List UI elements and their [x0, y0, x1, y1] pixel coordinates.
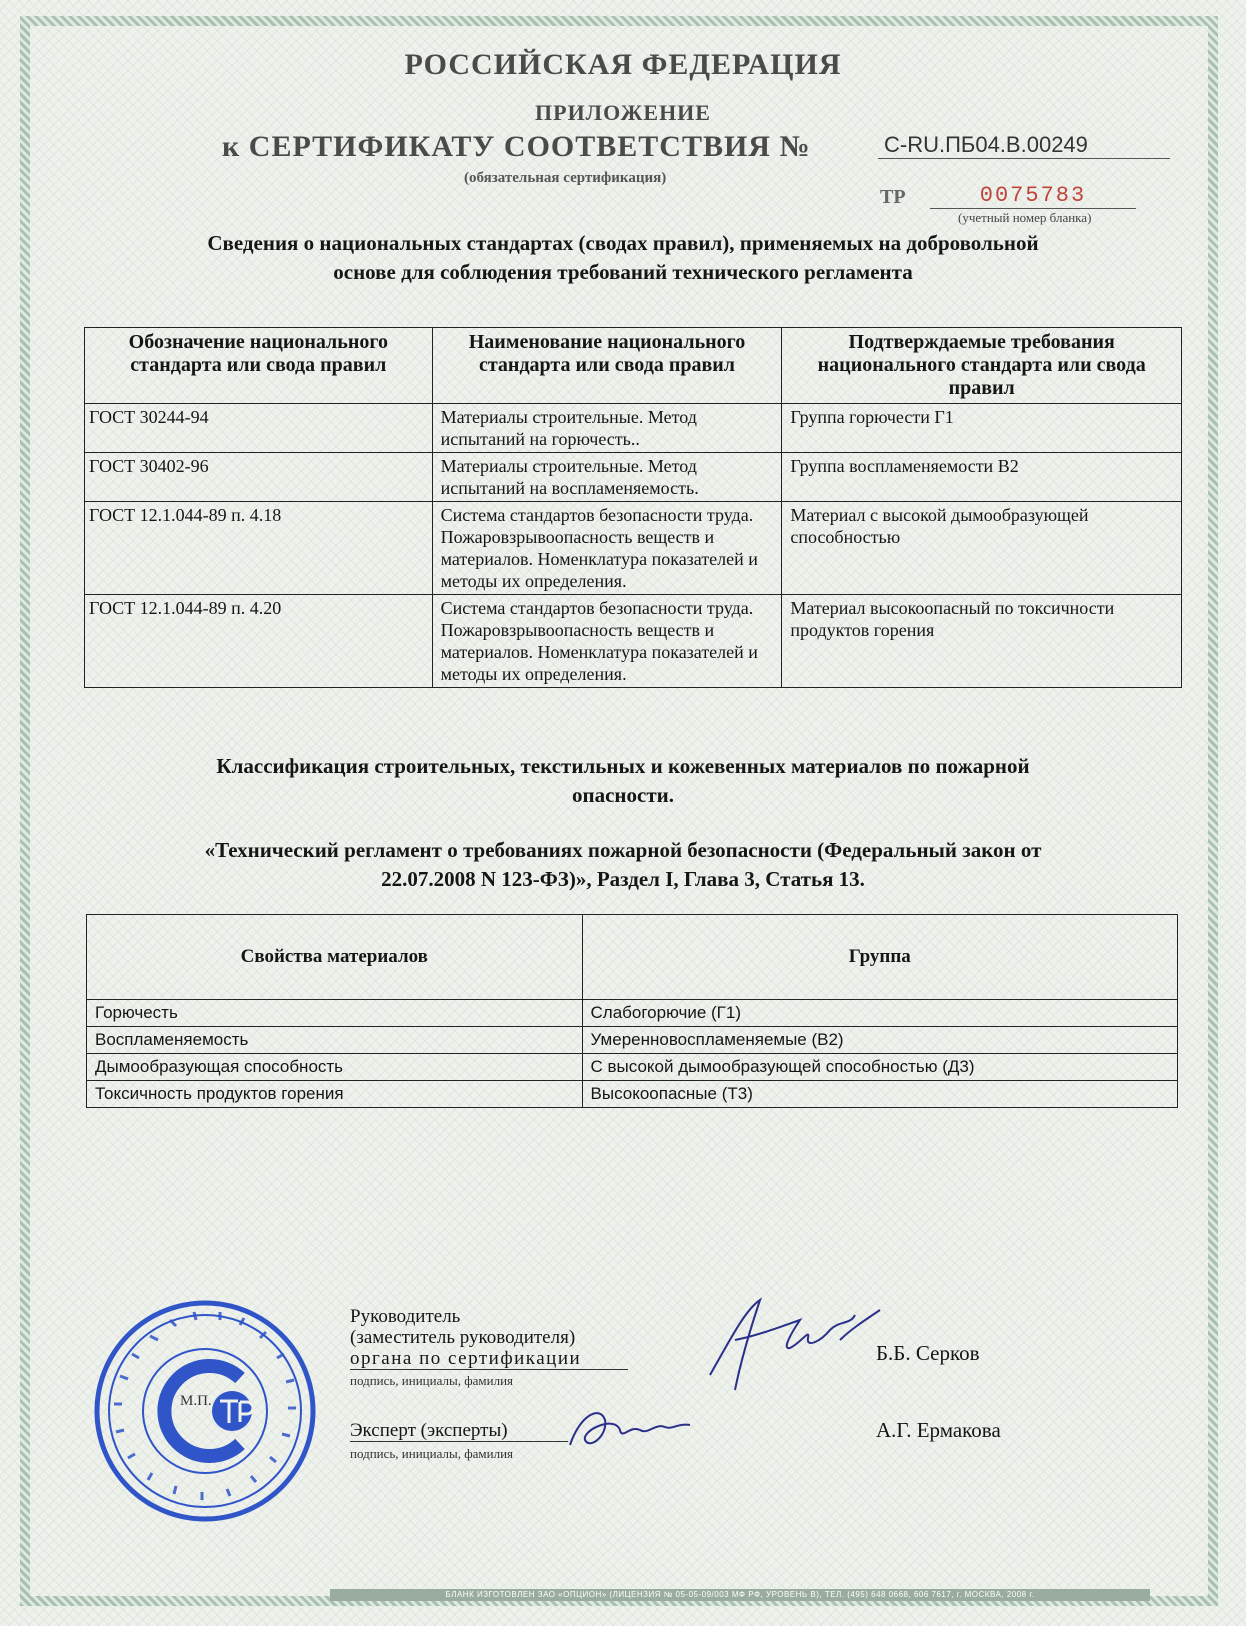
tp-label: ТР — [880, 186, 906, 208]
head-title-line3: органа по сертификации — [350, 1348, 628, 1370]
material-property: Горючесть — [87, 1000, 583, 1027]
certificate-label: к СЕРТИФИКАТУ СООТВЕТСТВИЯ № — [222, 130, 811, 163]
table-row — [85, 595, 1182, 688]
regulation-line1: «Технический регламент о требованиях пожарной безопасности (Федеральный закон от — [204, 838, 1042, 862]
standards-title-line2: основе для соблюдения требований технического регламента — [333, 260, 913, 284]
regulation-reference — [100, 836, 1146, 894]
country-heading: РОССИЙСКАЯ ФЕДЕРАЦИЯ — [404, 48, 842, 81]
classification-title-line2: опасности. — [571, 783, 674, 807]
standard-code: ГОСТ 12.1.044-89 п. 4.18 — [85, 502, 433, 595]
standards-section-title — [90, 229, 1156, 287]
column-header: Наименование национального стандарта или свода правил — [432, 328, 782, 404]
certification-type: (обязательная сертификация) — [464, 170, 667, 186]
head-signature-image — [690, 1280, 890, 1400]
table-header-row — [85, 328, 1182, 404]
material-group: Высокоопасные (Т3) — [582, 1081, 1177, 1108]
classification-title-line1: Классификация строительных, текстильных и кожевенных материалов по пожарной — [216, 754, 1030, 778]
column-header: Группа — [582, 915, 1177, 1000]
column-header: Свойства материалов — [87, 915, 583, 1000]
table-row — [87, 1000, 1178, 1027]
seal-mark: М.П. — [180, 1393, 212, 1409]
standard-requirement: Группа воспламеняемости В2 — [782, 453, 1182, 502]
head-title — [350, 1306, 628, 1370]
material-group: Умеренновоспламеняемые (В2) — [582, 1027, 1177, 1054]
classification-section-title — [100, 752, 1146, 810]
regulation-line2: 22.07.2008 N 123-ФЗ)», Раздел I, Глава 3, Статья 13. — [381, 867, 865, 891]
form-printer-footer: БЛАНК ИЗГОТОВЛЕН ЗАО «ОПЦИОН» (ЛИЦЕНЗИЯ № 05-05-09/003 МФ РФ, УРОВЕНЬ В), ТЕЛ. (495) 648 0668, 606 7617, г. МОСКВА, 2008 г. — [330, 1589, 1150, 1601]
material-group: С высокой дымообразующей способностью (Д3) — [582, 1054, 1177, 1081]
table-row — [85, 502, 1182, 595]
material-group: Слабогорючие (Г1) — [582, 1000, 1177, 1027]
column-header: Подтверждаемые требования национального стандарта или свода правил — [782, 328, 1182, 404]
table-row — [87, 1027, 1178, 1054]
annex-heading: ПРИЛОЖЕНИЕ — [535, 100, 711, 125]
standard-requirement: Материал высокоопасный по токсичности продуктов горения — [782, 595, 1182, 688]
standards-table — [84, 327, 1182, 688]
head-title-line2: (заместитель руководителя) — [350, 1327, 576, 1348]
standard-name: Система стандартов безопасности труда. Пожаровзрывоопасность веществ и материалов. Номенклатура показателей и методы их определения. — [432, 595, 782, 688]
expert-signature-image — [560, 1395, 700, 1465]
table-row — [87, 1081, 1178, 1108]
standard-code: ГОСТ 30244-94 — [85, 404, 433, 453]
material-property: Воспламеняемость — [87, 1027, 583, 1054]
head-title-line1: Руководитель — [350, 1306, 461, 1327]
standard-code: ГОСТ 30402-96 — [85, 453, 433, 502]
material-property: Дымообразующая способность — [87, 1054, 583, 1081]
table-row — [87, 1054, 1178, 1081]
expert-caption: подпись, инициалы, фамилия — [350, 1446, 514, 1461]
head-caption: подпись, инициалы, фамилия — [350, 1373, 514, 1388]
head-name: Б.Б. Серков — [876, 1341, 980, 1365]
standard-requirement: Материал с высокой дымообразующей способностью — [782, 502, 1182, 595]
certificate-number: C-RU.ПБ04.В.00249 — [878, 132, 1170, 159]
expert-name: А.Г. Ермакова — [876, 1418, 1001, 1442]
material-property: Токсичность продуктов горения — [87, 1081, 583, 1108]
standard-name: Материалы строительные. Метод испытаний на воспламеняемость. — [432, 453, 782, 502]
form-number-note: (учетный номер бланка) — [958, 210, 1092, 225]
standards-title-line1: Сведения о национальных стандартах (сводах правил), применяемых на добровольной — [207, 231, 1039, 255]
standard-name: Материалы строительные. Метод испытаний на горючесть.. — [432, 404, 782, 453]
expert-label: Эксперт (эксперты) — [350, 1420, 568, 1442]
classification-table — [86, 914, 1178, 1108]
certification-stamp — [90, 1296, 320, 1526]
standard-code: ГОСТ 12.1.044-89 п. 4.20 — [85, 595, 433, 688]
table-row — [85, 453, 1182, 502]
form-number: 0075783 — [930, 183, 1136, 209]
table-header-row — [87, 915, 1178, 1000]
column-header: Обозначение национального стандарта или свода правил — [85, 328, 433, 404]
standard-name: Система стандартов безопасности труда. Пожаровзрывоопасность веществ и материалов. Номенклатура показателей и методы их определения. — [432, 502, 782, 595]
standard-requirement: Группа горючести Г1 — [782, 404, 1182, 453]
table-row — [85, 404, 1182, 453]
